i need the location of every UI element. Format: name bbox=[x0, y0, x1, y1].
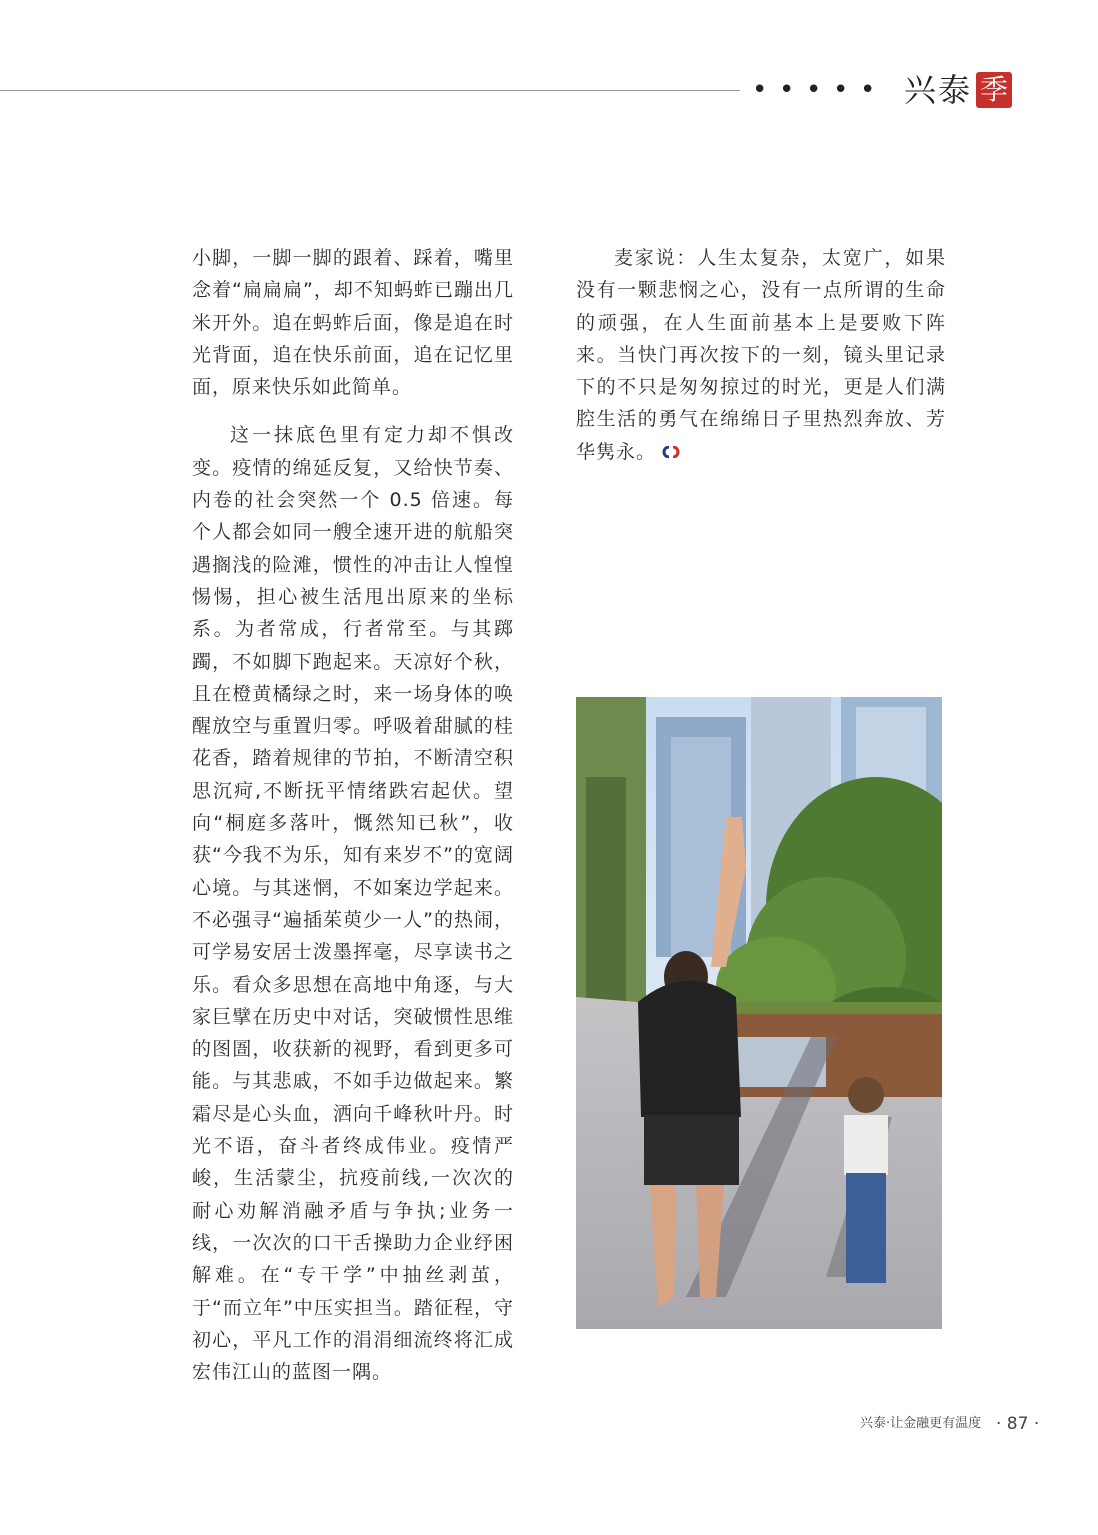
header-dot: • bbox=[806, 75, 822, 105]
footer-slogan: 兴泰·让金融更有温度 bbox=[860, 1416, 982, 1431]
header-dots bbox=[752, 68, 902, 112]
magazine-title: 兴泰 bbox=[904, 71, 973, 109]
header-dot: • bbox=[752, 75, 768, 105]
header-dot: • bbox=[860, 75, 876, 105]
paragraph-text: 麦家说：人生太复杂，太宽广，如果没有一颗悲悯之心，没有一点所谓的生命的顽强，在人生面前基本上是要败下阵来。当快门再次按下的一刻，镜头里记录下的不只是匆匆掠过的时光，更是人们满腔生活的勇气在绵绵日子里热烈奔放、芳华隽永。 bbox=[576, 247, 946, 463]
brand-logo-icon bbox=[660, 446, 682, 458]
header-dot: • bbox=[779, 75, 795, 105]
header-dot: • bbox=[833, 75, 849, 105]
page-number: · 87 · bbox=[996, 1414, 1040, 1434]
right-text-column bbox=[576, 242, 946, 468]
header-rule bbox=[0, 90, 740, 91]
season-seal: 季 bbox=[976, 72, 1012, 108]
paragraph bbox=[576, 242, 946, 468]
photo-illustration bbox=[576, 697, 942, 1329]
paragraph: 小脚，一脚一脚的跟着、踩着，嘴里念着“扁扁扁”，却不知蚂蚱已蹦出几米开外。追在蚂蚱后面，像是追在时光背面，追在快乐前面，追在记忆里面，原来快乐如此简单。 bbox=[192, 247, 514, 399]
left-text-column bbox=[192, 242, 514, 1388]
paragraph: 这一抹底色里有定力却不惧改变。疫情的绵延反复，又给快节奏、内卷的社会突然一个 0.5 倍速。每个人都会如同一艘全速开进的航船突遇搁浅的险滩，惯性的冲击让人惶惶惕惕，担心被生活甩出原来的坐标系。为者常成，行者常至。与其踯躅，不如脚下跑起来。天凉好个秋，且在橙黄橘绿之时，来一场身体的唤醒放空与重置归零。呼吸着甜腻的桂花香，踏着规律的节拍，不断清空积思沉疴,不断抚平情绪跌宕起伏。望向“桐庭多落叶，慨然知已秋”，收获“今我不为乐，知有来岁不”的宽阔心境。与其迷惘，不如案边学起来。不必强寻“遍插茱萸少一人”的热闹，可学易安居士泼墨挥毫，尽享读书之乐。看众多思想在高地中角逐，与大家巨擘在历史中对话，突破惯性思维的图圄，收获新的视野，看到更多可能。与其悲戚，不如手边做起来。繁霜尽是心头血，洒向千峰秋叶丹。时光不语，奋斗者终成伟业。疫情严峻，生活蒙尘，抗疫前线,一次次的耐心劝解消融矛盾与争执;业务一线，一次次的口干舌操助力企业纾困解难。在“专干学”中抽丝剥茧，于“而立年”中压实担当。踏征程，守初心，平凡工作的涓涓细流终将汇成宏伟江山的蓝图一隅。 bbox=[192, 424, 514, 1384]
photo bbox=[576, 697, 942, 1329]
